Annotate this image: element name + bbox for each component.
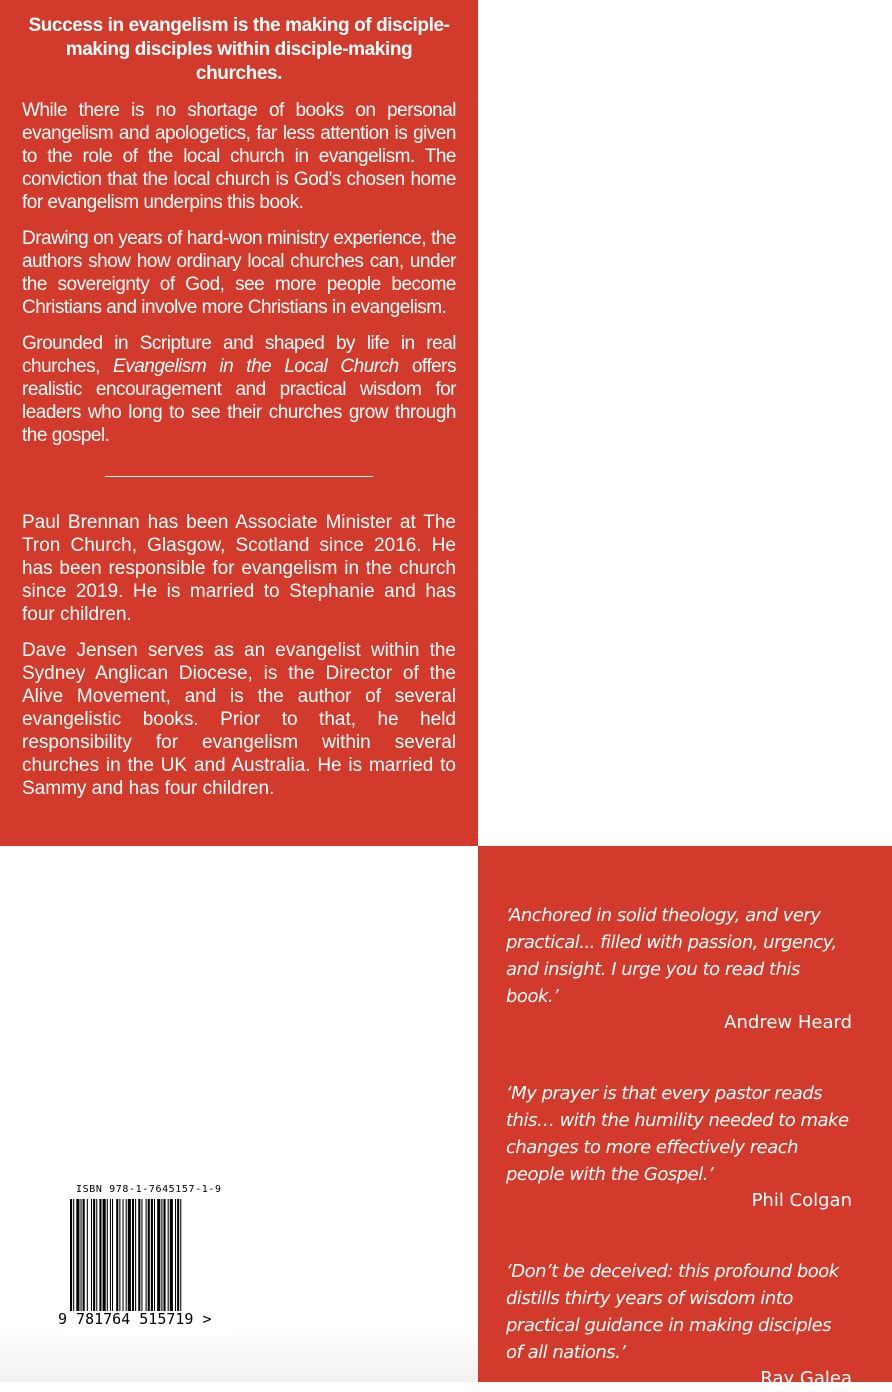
barcode-bar [110, 1199, 111, 1311]
barcode-bar [168, 1199, 169, 1311]
barcode-bar [135, 1199, 136, 1311]
endorsement-author: Andrew Heard [724, 1012, 852, 1033]
barcode-bar [126, 1199, 127, 1311]
blurb-paragraph: While there is no shortage of books on personal evangelism and apologetics, far less attention is given to the role of the local church in evangelism. The conviction that the local church is God’s chosen home for evangelism underpins this book. [22, 100, 456, 213]
isbn-label: ISBN 978-1-7645157-1-9 [76, 1184, 222, 1195]
barcode-bar [83, 1199, 85, 1311]
isbn-barcode [58, 1184, 234, 1334]
blurb-text-segment: Grounded in Scripture and shaped by life in real churches, [22, 333, 456, 377]
barcode-bar [154, 1199, 155, 1311]
barcode-bar [99, 1199, 101, 1311]
barcode-bar [123, 1199, 124, 1311]
barcode-bar [180, 1199, 181, 1311]
barcode-bar [93, 1199, 95, 1311]
barcode-bar [170, 1199, 173, 1311]
endorsement-author: Phil Colgan [751, 1190, 852, 1211]
endorsement [506, 902, 852, 1036]
blurb-paragraph [22, 332, 456, 447]
endorsement [506, 1080, 852, 1214]
author-bios [22, 511, 456, 800]
tagline: Success in evangelism is the making of disciple-making disciples within disciple-making churches. [28, 15, 450, 84]
divider [105, 476, 373, 477]
blurb-text [22, 99, 456, 447]
barcode-bar [146, 1199, 147, 1311]
barcode-bar [81, 1199, 82, 1311]
barcode-bar [161, 1199, 162, 1311]
barcode-bar [107, 1199, 108, 1311]
barcode-bar [116, 1199, 118, 1311]
barcode-bar [119, 1199, 120, 1311]
barcode-bar [132, 1199, 134, 1311]
barcode-bar [138, 1199, 140, 1311]
blurb-text-segment: offers realistic encouragement and practical wisdom for leaders who long to see their churches grow through the gospel. [22, 356, 456, 446]
barcode-bar [148, 1199, 150, 1311]
endorsement-quote: ‘Don’t be deceived: this profound book distills thirty years of wisdom into practical guidance in making disciples of all nations.’ [506, 1261, 839, 1363]
endorsements-panel [478, 846, 892, 1389]
barcode-bar [157, 1199, 160, 1311]
book-title: Evangelism in the Local Church [113, 356, 399, 377]
barcode-bar [175, 1199, 176, 1311]
endorsement-author: Ray Galea [760, 1368, 852, 1389]
barcode-bar [103, 1199, 106, 1311]
barcode-bar [76, 1199, 79, 1311]
barcode-bar [141, 1199, 142, 1311]
barcode-bar [128, 1199, 131, 1311]
barcode-bar [151, 1199, 153, 1311]
barcode-bar [73, 1199, 74, 1311]
barcode-bar [96, 1199, 97, 1311]
back-cover-blurb-panel [0, 0, 478, 846]
blurb-paragraph: Drawing on years of hard-won ministry experience, the authors show how ordinary local churches can, under the sovereignty of God, see more people become Christians and involve more Christians in evangelism. [22, 228, 456, 318]
endorsement-quote: ‘Anchored in solid theology, and very practical... filled with passion, urgency, and insight. I urge you to read this book.’ [506, 905, 837, 1007]
barcode-bar [177, 1199, 179, 1311]
endorsement [506, 1258, 852, 1392]
author-bio: Dave Jensen serves as an evangelist within the Sydney Anglican Diocese, is the Director of the Alive Movement, and is the author of several evangelistic books. Prior to that, he held responsibility for evangelism within several churches in the UK and Australia. He is married to Sammy and has four children. [22, 640, 456, 799]
barcode-bar [112, 1199, 113, 1311]
barcode-bar [163, 1199, 165, 1311]
barcode-digits: 9 781764 515719 > [58, 1310, 212, 1328]
barcode-bars [58, 1199, 234, 1315]
barcode-bar [87, 1199, 88, 1311]
author-bio: Paul Brennan has been Associate Minister at The Tron Church, Glasgow, Scotland since 2016. He has been responsible for evangelism in the church since 2019. He is married to Stephanie and has four children. [22, 512, 456, 625]
barcode-bar [70, 1199, 72, 1311]
barcode-bar [91, 1199, 92, 1311]
endorsement-quote: ‘My prayer is that every pastor reads this… with the humility needed to make changes to more effectively reach people with the Gospel.’ [506, 1083, 849, 1185]
